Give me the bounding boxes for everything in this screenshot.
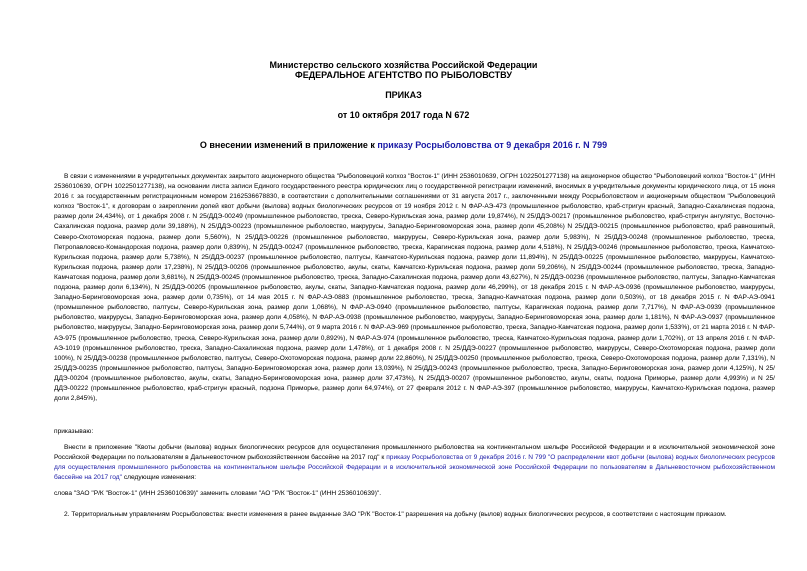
paragraph-main: В связи с изменениями в учредительных документах закрытого акционерного общества "Рыболовецкий колхоз "Восток-1" (ИНН 2536010639, ОГРН 1022501277138) на акционерное общество "Рыболовецкий колхоз "Восток-1" (ИНН 2536010639, ОГРН 1022501277138), на основании листа записи Единого государственного реестра юридических лиц о государственной регистрации изменений, вносимых в учредительные документы юридического лица, от 15 июня 2016 г. за государственным регистрационным номером 2162536678830, в соответствии с дополнительными соглашениями от 31 августа 2017 г., заключенными между Росрыболовством и акционерным обществом "Рыболовецкий колхоз "Восток-1", к договорам о закреплении долей квот добычи (вылова) водных биологических ресурсов от 19 ноября 2012 г. N ФАР-АЭ-473 (промышленное рыболовство, краб-стригун красный, Западно-Сахалинская подзона, размер доли 24,434%), от 1 декабря 2008 г. N 25/ДДЭ-00249 (промышленное рыболовство, треска, Северо-Курильская зона, размер доли 19,874%), N 25/ДДЭ-00217 (промышленное рыболовство, краб-стригун ангулятус, Восточно-Сахалинская подзона, размер доли 39,188%), N 25/ДДЭ-00223 (промышленное рыболовство, макрурусы, Западно-Беринговоморская зона, размер доли 45,208%) N 25/ДДЭ-00215 (промышленное рыболовство, краб равношипый, Северо-Охотоморская подзона, размер доли 5,560%), N 25/ДДЭ-00226 (промышленное рыболовство, макрурусы, Северо-Курильская зона, размер доли 5,983%), N 25/ДДЭ-00248 (промышленное рыболовство, треска, Петропавловско-Командорская подзона, размер доли 0,839%), N 25/ДДЭ-00247 (промышленное рыболовство, треска, Карагинская подзона, размер доли 4,518%), N 25/ДДЭ-00246 (промышленное рыболовство, треска, Камчатско-Курильская подзона, размер доли 5,738%), N 25/ДДЭ-00237 (промышленное рыболовство, палтусы, Камчатско-Курильская подзона, размер доли 11,894%), N 25/ДДЭ-00225 (промышленное рыболовство, макрурусы, Камчатско-Курильская подзона, размер доли 17,238%), N 25/ДДЭ-00206 (промышленное рыболовство, акулы, скаты, Камчатско-Курильская подзона, размер доли 59,206%), N 25/ДДЭ-00244 (промышленное рыболовство, треска, Западно-Камчатская подзона, размер доли 3,681%), N 25/ДДЭ-00245 (промышленное рыболовство, треска, Западно-Сахалинская подзона, размер доли 43,627%), N 25/ДДЭ-00236 (промышленное рыболовство, палтусы, Западно-Камчатская подзона, размер доли 6,134%), N 25/ДДЭ-00205 (промышленное рыболовство, акулы, скаты, Западно-Камчатская подзона, размер доли 46,299%), от 18 декабря 2015 г. N ФАР-АЭ-0936 (промышленное рыболовство, макрурусы, Западно-Беринговоморская зона, размер доли 0,735%), от 14 мая 2015 г. N ФАР-АЭ-0883 (промышленное рыболовство, треска, Западно-Камчатская подзона, размер доли 0,503%), от 18 декабря 2015 г. N ФАР-АЭ-0941 (промышленное рыболовство, палтусы, Северо-Курильская зона, размер доли 1,068%), N ФАР-АЭ-0940 (промышленное рыболовство, палтусы, Карагинская подзона, размер доли 7,717%), N ФАР-АЭ-0939 (промышленное рыболовство, макрурусы, Западно-Беринговоморская зона, размер доли 4,058%), N ФАР-АЭ-0938 (промышленное рыболовство, макрурусы, Западно-Беринговоморская зона, размер доли 1,181%), N ФАР-АЭ-0937 (промышленное рыболовство, макрурусы, Западно-Беринговоморская зона, размер доли 5,744%), от 9 марта 2016 г. N ФАР-АЭ-969 (промышленное рыболовство, треска, Западно-Камчатская подзона, размер доли 1,533%), от 21 марта 2016 г. N ФАР-АЭ-975 (промышленное рыболовство, треска, Северо-Курильская зона, размер доли 0,892%), N ФАР-АЭ-974 (промышленное рыболовство, треска, Камчатско-Курильская подзона, размер доли 1,702%), от 13 апреля 2016 г. N ФАР-АЭ-1019 (промышленное рыболовство, треска, Западно-Сахалинская подзона, размер доли 1,478%), от 1 декабря 2008 г. N 25/ДДЭ-00227 (промышленное рыболовство, макрурусы, Северо-Охотоморская подзона, размер доли 100%), N 25/ДДЭ-00238 (промышленное рыболовство, палтусы, Северо-Охотоморская подзона, размер доли 22,860%), N 25/ДДЭ-00250 (промышленное рыболовство, треска, Северо-Охотоморская подзона, размер доли 7,131%), N 25/ДДЭ-00235 (промышленное рыболовство, палтусы, Западно-Беринговоморская зона, размер доли 13,039%), N 25/ДДЭ-00243 (промышленное рыболовство, треска, Западно-Беринговоморская зона, размер доли 4,125%), N 25/ДДЭ-00204 (промышленное рыболовство, акулы, скаты, Западно-Беринговоморская зона, размер доли 37,473%), N 25/ДДЭ-00207 (промышленное рыболовство, акулы, скаты, подзона Приморье, размер доли 4,993%) и N 25/ДДЭ-00222 (промышленное рыболовство, краб-стригун красный, подзона Приморье, размер доли 64,974%), от 27 февраля 2012 г. N ФАР-АЭ-397 (промышленное рыболовство, макрурусы, Камчатско-Курильская подзона, размер доли 2,845%),: [54, 173, 775, 403]
ministry-heading: Министерство сельского хозяйства Российской Федерации: [269, 60, 538, 70]
document-title: [0, 140, 807, 151]
order-799-link[interactable]: приказу Росрыболовства от 9 декабря 2016 г. N 799 "О распределении квот добычи (вылова) водных биологических ресурсов для осуществления промышленного рыболовства на континентальном шельфе Российской Федерации и в исключительной экономической зоне Российской Федерации по пользователям в Дальневосточном рыбохозяйственном бассейне на 2017 год": [54, 454, 775, 481]
paragraph-replacement: слова "ЗАО "Р/К "Восток-1" (ИНН 2536010639)" заменить словами "АО "Р/К "Восток-1" (ИНН 2536010639)".: [54, 490, 382, 497]
prikazyvayu-text: приказываю:: [54, 428, 94, 435]
title-link[interactable]: приказу Росрыболовства от 9 декабря 2016 г. N 799: [377, 140, 608, 150]
amendment-text-after: следующие изменения:: [122, 474, 197, 481]
agency-heading: ФЕДЕРАЛЬНОЕ АГЕНТСТВО ПО РЫБОЛОВСТВУ: [295, 70, 512, 80]
paragraph-territorial: 2. Территориальным управлениям Росрыболовства: внести изменения в ранее выданные ЗАО "Р/К "Восток-1" разрешения на добычу (вылов) водных биологических ресурсов, в соответствии с настоящим приказом.: [64, 511, 727, 518]
amendment-text-before: Внести в приложение "Квоты добычи (вылова) водных биологических ресурсов для осуществления промышленного рыболовства на континентальном шельфе Российской Федерации и в исключительной экономической зоне Российской Федерации по пользователям в Дальневосточном рыбохозяйственном бассейне на 2017 год" к: [54, 444, 775, 461]
paragraph-amendment: [54, 443, 775, 483]
title-prefix: О внесении изменений в приложение к: [199, 140, 378, 150]
date-number-heading: от 10 октября 2017 года N 672: [337, 110, 470, 120]
doc-type-heading: ПРИКАЗ: [385, 90, 422, 100]
